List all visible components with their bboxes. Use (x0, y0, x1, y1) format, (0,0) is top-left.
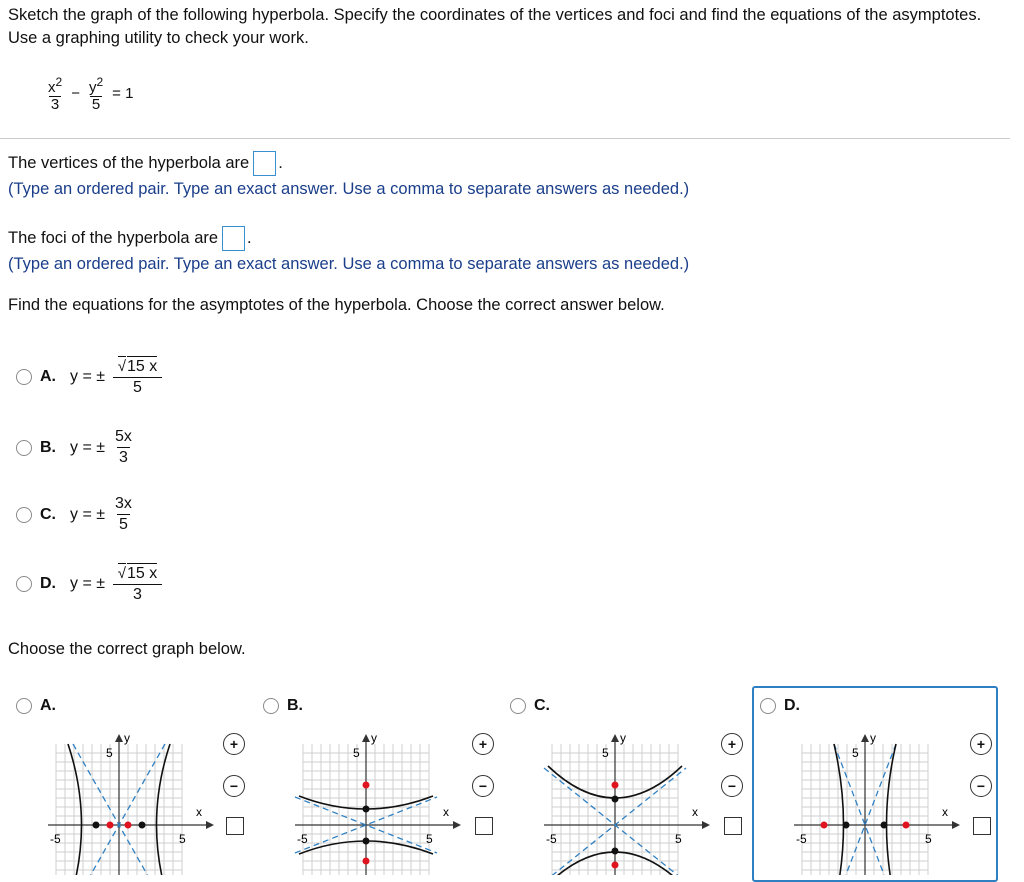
hyperbola-equation (46, 74, 133, 113)
radio-c[interactable] (16, 507, 32, 523)
x-tick-pos: 5 (426, 832, 433, 846)
vertex-point (612, 848, 619, 855)
x-tick-pos: 5 (925, 832, 932, 846)
zoom-in-icon[interactable]: + (721, 733, 743, 755)
zoom-out-icon[interactable]: − (472, 775, 494, 797)
foci-hint: (Type an ordered pair. Type an exact answer. Use a comma to separate answers as needed.) (8, 255, 690, 273)
y-fraction: $\frac{y^2}{5}$ (88, 75, 104, 113)
focus-point (612, 782, 619, 789)
vertices-question: The vertices of the hyperbola are . (8, 151, 283, 176)
zoom-in-icon[interactable]: + (970, 733, 992, 755)
asymptote-option-d[interactable]: D. y = ± √ 15 x 3 (16, 563, 162, 605)
focus-point (125, 822, 132, 829)
zoom-out-icon[interactable]: − (970, 775, 992, 797)
equation-rhs: = 1 (112, 85, 134, 102)
sqrt-icon: √ (117, 565, 126, 582)
asymptote-option-c[interactable]: C. y = ± $\frac{3x}{5}$ (16, 494, 134, 535)
radio-a[interactable] (16, 369, 32, 385)
vertex-point (612, 796, 619, 803)
sqrt-icon: √ (117, 358, 126, 375)
vertices-prompt: The vertices of the hyperbola are (8, 153, 250, 172)
x-tick-pos: 5 (179, 832, 186, 846)
foci-answer-input[interactable] (222, 226, 245, 251)
radio-d[interactable] (16, 576, 32, 592)
vertex-point (843, 822, 850, 829)
graph-radio-a[interactable] (16, 698, 32, 714)
y-axis-arrow-icon (362, 734, 370, 742)
graph-d-tools (970, 733, 992, 835)
asymptotes-prompt: Find the equations for the asymptotes of the hyperbola. Choose the correct answer below. (8, 296, 665, 314)
graph-option-a[interactable]: A. (16, 697, 56, 715)
focus-point (363, 858, 370, 865)
x-axis-label: x (196, 805, 202, 819)
expand-icon[interactable] (226, 817, 244, 835)
graph-b (291, 730, 471, 875)
fraction-a: √ 15 x 5 (113, 356, 162, 398)
vertex-point (363, 806, 370, 813)
x-tick-neg: -5 (546, 832, 557, 846)
x-axis-label: x (443, 805, 449, 819)
graph-prompt: Choose the correct graph below. (8, 640, 246, 658)
x-tick-neg: -5 (297, 832, 308, 846)
vertices-hint: (Type an ordered pair. Type an exact answer. Use a comma to separate answers as needed.) (8, 180, 690, 198)
focus-point (363, 782, 370, 789)
graph-option-b[interactable]: B. (263, 697, 303, 715)
x-fraction: $\frac{x^2}{3}$ (48, 75, 63, 113)
instruction-text: Sketch the graph of the following hyperbola. Specify the coordinates of the vertices and foci and find the equations of the asymptotes. Use a graphing utility to check your work. (8, 6, 982, 47)
graph-b-tools (472, 733, 494, 835)
y-axis-arrow-icon (861, 734, 869, 742)
y-axis-label: y (371, 731, 377, 745)
graph-radio-c[interactable] (510, 698, 526, 714)
x-axis-label: x (942, 805, 948, 819)
graph-a (44, 730, 224, 875)
foci-question: The foci of the hyperbola are . (8, 226, 252, 251)
zoom-in-icon[interactable]: + (223, 733, 245, 755)
fraction-c: $\frac{3x}{5}$ (115, 495, 132, 533)
zoom-in-icon[interactable]: + (472, 733, 494, 755)
focus-point (107, 822, 114, 829)
y-tick-label: 5 (106, 746, 113, 760)
y-axis-label: y (124, 731, 130, 745)
vertex-point (139, 822, 146, 829)
fraction-b: $\frac{5x}{3}$ (115, 428, 132, 466)
graph-option-d[interactable]: D. (760, 697, 800, 715)
y-tick-label: 5 (852, 746, 859, 760)
y-tick-label: 5 (602, 746, 609, 760)
expand-icon[interactable] (973, 817, 991, 835)
graph-option-c[interactable]: C. (510, 697, 550, 715)
vertex-point (881, 822, 888, 829)
asymptote-option-a[interactable]: A. y = ± √ 15 x 5 (16, 356, 162, 398)
zoom-out-icon[interactable]: − (223, 775, 245, 797)
vertices-answer-input[interactable] (253, 151, 276, 176)
vertex-point (93, 822, 100, 829)
expand-icon[interactable] (475, 817, 493, 835)
x-axis-arrow-icon (952, 821, 960, 829)
radio-b[interactable] (16, 440, 32, 456)
x-tick-pos: 5 (675, 832, 682, 846)
graph-radio-d[interactable] (760, 698, 776, 714)
asymptote-option-b[interactable]: B. y = ± $\frac{5x}{3}$ (16, 427, 134, 468)
x-tick-neg: -5 (796, 832, 807, 846)
minus-sign: − (71, 85, 80, 102)
y-tick-label: 5 (353, 746, 360, 760)
y-axis-label: y (620, 731, 626, 745)
y-axis-label: y (870, 731, 876, 745)
graph-radio-b[interactable] (263, 698, 279, 714)
section-divider (0, 138, 1010, 139)
graph-c-tools (721, 733, 743, 835)
x-axis-arrow-icon (206, 821, 214, 829)
graph-a-tools (223, 733, 245, 835)
graph-d (790, 730, 970, 875)
x-axis-arrow-icon (453, 821, 461, 829)
foci-prompt: The foci of the hyperbola are (8, 228, 219, 247)
vertex-point (363, 838, 370, 845)
focus-point (903, 822, 910, 829)
x-axis-label: x (692, 805, 698, 819)
x-axis-arrow-icon (702, 821, 710, 829)
graph-c (540, 730, 720, 875)
fraction-d: √ 15 x 3 (113, 563, 162, 605)
focus-point (821, 822, 828, 829)
y-axis-arrow-icon (115, 734, 123, 742)
x-tick-neg: -5 (50, 832, 61, 846)
zoom-out-icon[interactable]: − (721, 775, 743, 797)
y-axis-arrow-icon (611, 734, 619, 742)
focus-point (612, 862, 619, 869)
expand-icon[interactable] (724, 817, 742, 835)
